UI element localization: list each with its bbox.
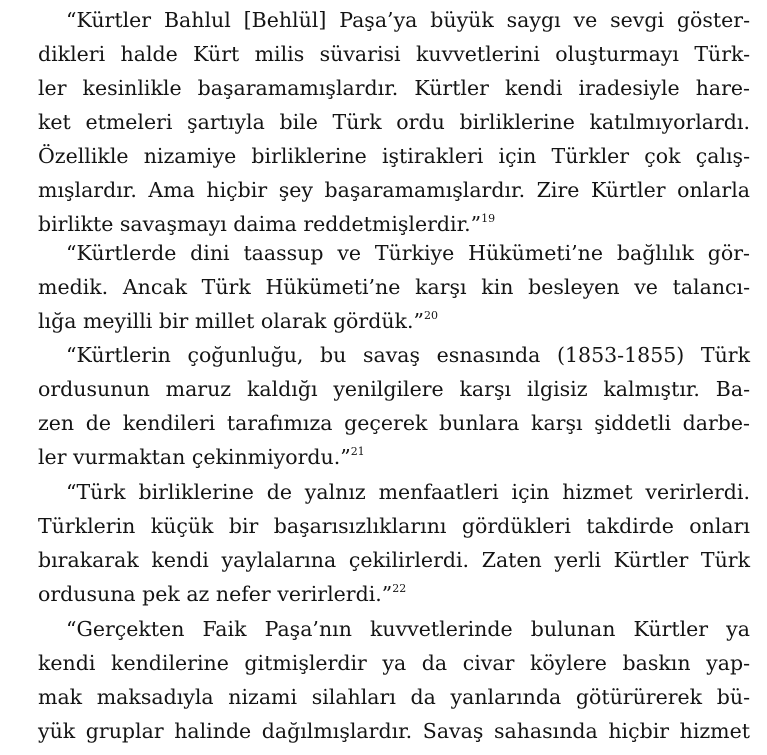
text-line-content: lığa meyilli bir millet olarak gördük.” <box>38 309 424 333</box>
text-line: “Gerçekten Faik Paşa’nın kuvvetlerinde bulunan Kürtler ya <box>66 617 750 641</box>
text-line: “Kürtlerin çoğunluğu, bu savaş esnasında (1853-1855) Türk <box>66 343 750 367</box>
text-line: “Kürtlerde dini taassup ve Türkiye Hükümeti’ne bağlılık gör- <box>66 241 750 265</box>
text-line: “Türk birliklerine de yalnız menfaatleri için hizmet verirlerdi. <box>66 480 750 504</box>
text-line: bırakarak kendi yaylalarına çekilirlerdi. Zaten yerli Kürtler Türk <box>38 548 750 572</box>
text-line: dikleri halde Kürt milis süvarisi kuvvetlerini oluşturmayı Türk- <box>38 42 750 66</box>
text-line: “Kürtler Bahlul [Behlül] Paşa’ya büyük saygı ve sevgi göster- <box>66 8 750 32</box>
quote-paragraph-2 <box>38 236 750 338</box>
text-line: ordusunun maruz kaldığı yenilgilere karşı ilgisiz kalmıştır. Ba- <box>38 377 750 401</box>
footnote-ref-22[interactable]: 22 <box>392 582 407 595</box>
text-line-last <box>38 577 750 611</box>
text-line: zen de kendileri tarafımıza geçerek bunlara karşı şiddetli darbe- <box>38 411 750 435</box>
footnote-ref-19[interactable]: 19 <box>481 212 496 225</box>
text-line: ket etmeleri şartıyla bile Türk ordu birliklerine katılmıyorlardı. <box>38 110 750 134</box>
text-line-last <box>38 304 750 338</box>
text-line-last <box>38 440 750 474</box>
quote-paragraph-4 <box>38 475 750 611</box>
text-line-content: ler vurmaktan çekinmiyordu.” <box>38 445 351 469</box>
text-line-content: ordusuna pek az nefer verirlerdi.” <box>38 582 393 606</box>
text-line: kendi kendilerine gitmişlerdir ya da civar köylere baskın yap- <box>38 651 750 675</box>
quote-paragraph-1 <box>38 3 750 241</box>
footnote-ref-20[interactable]: 20 <box>423 309 438 322</box>
text-line: yük gruplar halinde dağılmışlardır. Savaş sahasında hiçbir hizmet <box>38 719 750 743</box>
text-line: Özellikle nizamiye birliklerine iştirakleri için Türkler çok çalış- <box>38 144 750 168</box>
text-line: mışlardır. Ama hiçbir şey başaramamışlardır. Zire Kürtler onlarla <box>38 178 750 202</box>
quote-paragraph-3 <box>38 338 750 474</box>
text-line: ler kesinlikle başaramamışlardır. Kürtler kendi iradesiyle hare- <box>38 76 750 100</box>
text-line: mak maksadıyla nizami silahları da yanlarında götürürerek bü- <box>38 685 750 709</box>
text-line: Türklerin küçük bir başarısızlıklarını gördükleri takdirde onları <box>38 514 750 538</box>
quote-paragraph-5 <box>38 612 750 748</box>
footnote-ref-21[interactable]: 21 <box>350 445 365 458</box>
text-line-content: birlikte savaşmayı daima reddetmişlerdir.” <box>38 212 482 236</box>
text-line: medik. Ancak Türk Hükümeti’ne karşı kin besleyen ve talancı- <box>38 275 750 299</box>
